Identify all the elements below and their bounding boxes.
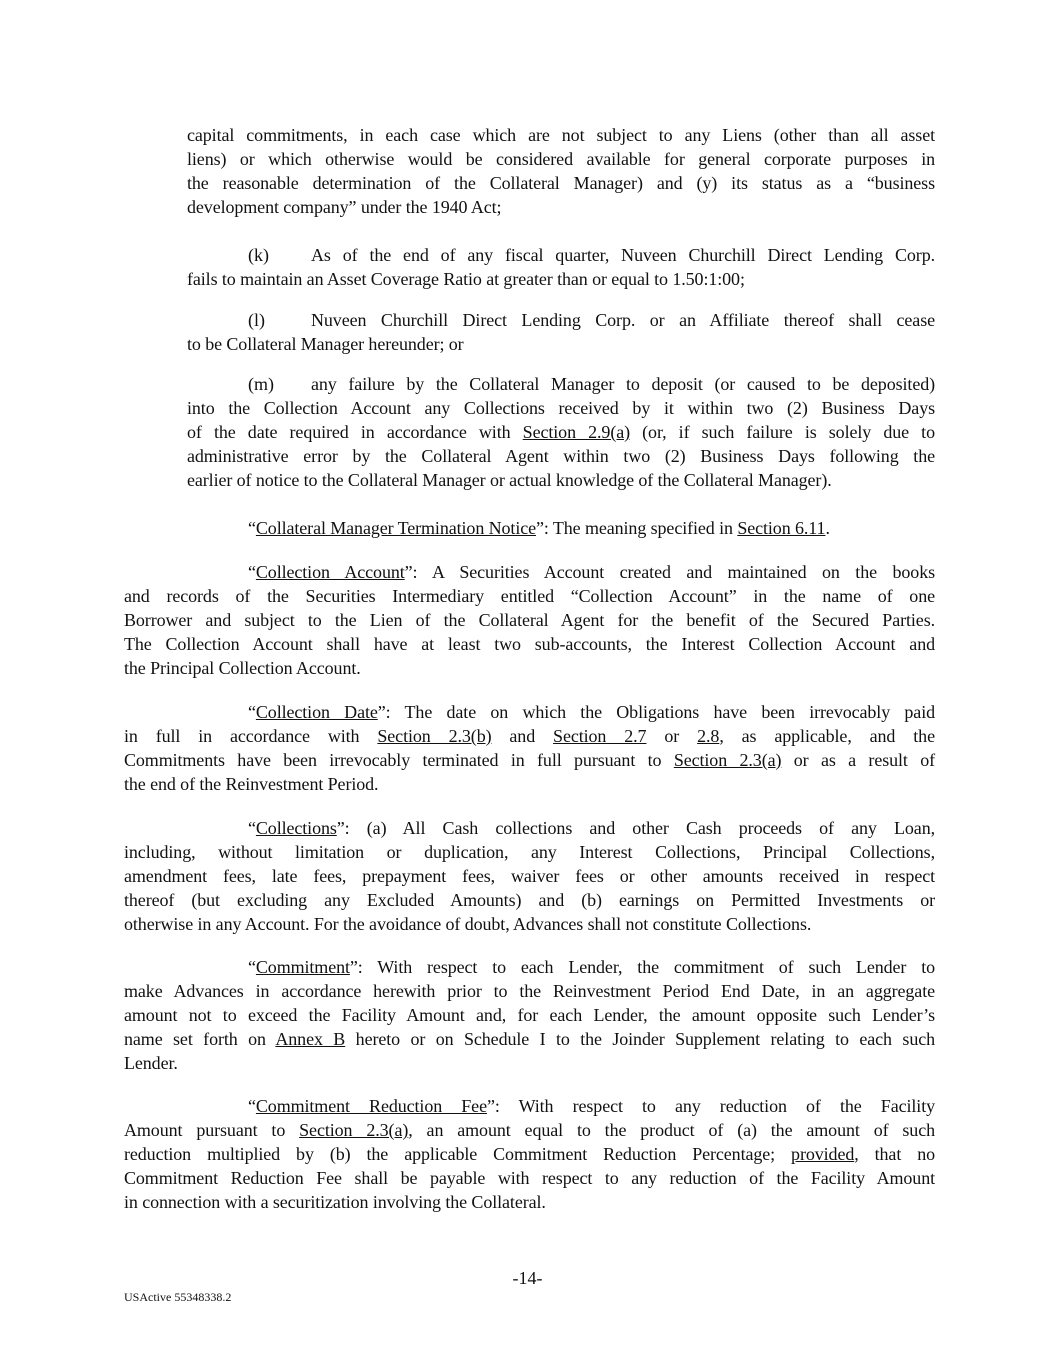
text-run: name set forth on (124, 1029, 276, 1049)
text-line (124, 1051, 935, 1075)
definition-collection-date (124, 700, 935, 796)
text-line (124, 560, 935, 584)
underlined-term: Section 2.3(a) (299, 1120, 409, 1140)
text-line (124, 772, 935, 796)
text-line (124, 1166, 935, 1190)
text-run: in connection with a securitization involving the Collateral. (124, 1192, 546, 1212)
clause-l (187, 308, 935, 356)
underlined-term: 2.8 (697, 726, 720, 746)
definition-commitment-reduction-fee (124, 1094, 935, 1214)
text-line (124, 888, 935, 912)
text-run: (or, if such failure is solely due to (630, 422, 935, 442)
text-line (124, 955, 935, 979)
text-run: hereto or on Schedule I to the Joinder Supplement relating to each such (345, 1029, 936, 1049)
text-run: development company” under the 1940 Act; (187, 197, 502, 217)
text-line (124, 1003, 935, 1027)
text-run: Commitments have been irrevocably terminated in full pursuant to (124, 750, 674, 770)
text-run: “ (248, 1096, 256, 1116)
text-run: Commitment Reduction Fee shall be payable with respect to any reduction of the Facility Amount (124, 1168, 935, 1188)
text-run: amount not to exceed the Facility Amount and, for each Lender, the amount opposite such Lender’s (124, 1005, 935, 1025)
underlined-term: Collection Account (255, 562, 405, 582)
underlined-term: Section 2.3(b) (377, 726, 492, 746)
text-run: into the Collection Account any Collections received by it within two (2) Business Days (187, 398, 935, 418)
text-run: any failure by the Collateral Manager to deposit (or caused to be deposited) (311, 374, 935, 394)
text-line (124, 748, 935, 772)
text-run: ”: The meaning specified in (536, 518, 738, 538)
text-run: “ (248, 702, 256, 722)
text-run: amendment fees, late fees, prepayment fees, waiver fees or other amounts received in respect (124, 866, 935, 886)
text-line (124, 516, 935, 540)
text-run: “ (248, 818, 256, 838)
text-line (124, 632, 935, 656)
text-run: thereof (but excluding any Excluded Amounts) and (b) earnings on Permitted Investments or (124, 890, 935, 910)
text-run: ”: A Securities Account created and maintained on the books (404, 562, 935, 582)
text-run: of the date required in accordance with (187, 422, 523, 442)
underlined-term: provided (791, 1144, 855, 1164)
text-line (187, 267, 935, 291)
text-run: or as a result of (781, 750, 935, 770)
text-line (124, 700, 935, 724)
underlined-term: Section 2.3(a) (673, 750, 782, 770)
text-run: and (491, 726, 554, 746)
text-line (124, 1027, 935, 1051)
text-run: , an amount equal to the product of (a) the amount of such (408, 1120, 935, 1140)
text-run: liens) or which otherwise would be considered available for general corporate purposes in (187, 149, 935, 169)
text-run: The Collection Account shall have at least two sub-accounts, the Interest Collection Account and (124, 634, 935, 654)
definition-commitment (124, 955, 935, 1075)
text-line (187, 468, 935, 492)
text-run: the reasonable determination of the Collateral Manager) and (y) its status as a “business (187, 173, 935, 193)
text-line (187, 444, 935, 468)
text-line (187, 147, 935, 171)
text-run: “ (248, 562, 256, 582)
text-line (124, 724, 935, 748)
text-line (187, 308, 935, 332)
text-run: Borrower and subject to the Lien of the Collateral Agent for the benefit of the Secured Parties. (124, 610, 935, 630)
text-run: make Advances in accordance herewith prior to the Reinvestment Period End Date, in an aggregate (124, 981, 935, 1001)
text-run: fails to maintain an Asset Coverage Ratio at greater than or equal to 1.50:1:00; (187, 269, 745, 289)
underlined-term: Commitment (255, 957, 350, 977)
paragraph-continuation (187, 123, 935, 219)
clause-m (187, 372, 935, 492)
text-run: and records of the Securities Intermediary entitled “Collection Account” in the name of one (124, 586, 935, 606)
text-line (187, 372, 935, 396)
text-run: , that no (854, 1144, 936, 1164)
text-line (124, 1118, 935, 1142)
page-number: -14- (512, 1268, 543, 1288)
text-run: ”: (a) All Cash collections and other Cash proceeds of any Loan, (336, 818, 935, 838)
text-line (124, 608, 935, 632)
text-run: or (646, 726, 698, 746)
text-line (187, 420, 935, 444)
text-line (124, 840, 935, 864)
text-run: earlier of notice to the Collateral Manager or actual knowledge of the Collateral Manager). (187, 470, 832, 490)
text-run: ”: The date on which the Obligations have been irrevocably paid (377, 702, 935, 722)
text-run: reduction multiplied by (b) the applicable Commitment Reduction Percentage; (124, 1144, 792, 1164)
text-run: administrative error by the Collateral Agent within two (2) Business Days following the (187, 446, 935, 466)
text-line (187, 123, 935, 147)
text-line (124, 864, 935, 888)
definition-collateral-manager-termination-notice (124, 516, 935, 540)
document-id: USActive 55348338.2 (124, 1290, 232, 1304)
clause-label: (l) (248, 310, 265, 330)
clause-label: (k) (248, 245, 269, 265)
underlined-term: Annex B (275, 1029, 346, 1049)
underlined-term: Collateral Manager Termination Notice (255, 518, 536, 538)
text-run: . (825, 518, 830, 538)
text-run: Amount pursuant to (124, 1120, 300, 1140)
text-line (187, 243, 935, 267)
text-run: ”: With respect to any reduction of the Facility (486, 1096, 936, 1116)
text-run: Lender. (124, 1053, 178, 1073)
text-line (124, 912, 935, 936)
text-line (124, 584, 935, 608)
underlined-term: Section 6.11 (737, 518, 826, 538)
definition-collection-account (124, 560, 935, 680)
text-run: the Principal Collection Account. (124, 658, 361, 678)
underlined-term: Collections (255, 818, 337, 838)
text-run: otherwise in any Account. For the avoidance of doubt, Advances shall not constitute Collections. (124, 914, 812, 934)
text-run: As of the end of any fiscal quarter, Nuveen Churchill Direct Lending Corp. (311, 245, 935, 265)
text-line (124, 1190, 935, 1214)
text-run: ”: With respect to each Lender, the commitment of such Lender to (349, 957, 935, 977)
clause-label: (m) (248, 374, 274, 394)
text-line (124, 816, 935, 840)
text-line (187, 195, 935, 219)
text-run: “ (248, 518, 256, 538)
text-line (187, 332, 935, 356)
text-line (187, 171, 935, 195)
text-run: the end of the Reinvestment Period. (124, 774, 379, 794)
text-line (124, 1142, 935, 1166)
text-run: including, without limitation or duplication, any Interest Collections, Principal Collections, (124, 842, 935, 862)
underlined-term: Section 2.9(a) (522, 422, 630, 442)
text-run: , as applicable, and the (719, 726, 935, 746)
text-run: Nuveen Churchill Direct Lending Corp. or an Affiliate thereof shall cease (311, 310, 935, 330)
text-line (124, 979, 935, 1003)
text-line (187, 396, 935, 420)
text-run: in full in accordance with (124, 726, 378, 746)
underlined-term: Section 2.7 (553, 726, 647, 746)
underlined-term: Commitment Reduction Fee (255, 1096, 487, 1116)
text-run: to be Collateral Manager hereunder; or (187, 334, 464, 354)
clause-k (187, 243, 935, 291)
underlined-term: Collection Date (255, 702, 378, 722)
text-run: “ (248, 957, 256, 977)
text-run: capital commitments, in each case which are not subject to any Liens (other than all asset (187, 125, 935, 145)
definition-collections (124, 816, 935, 936)
text-line (124, 656, 935, 680)
text-line (124, 1094, 935, 1118)
